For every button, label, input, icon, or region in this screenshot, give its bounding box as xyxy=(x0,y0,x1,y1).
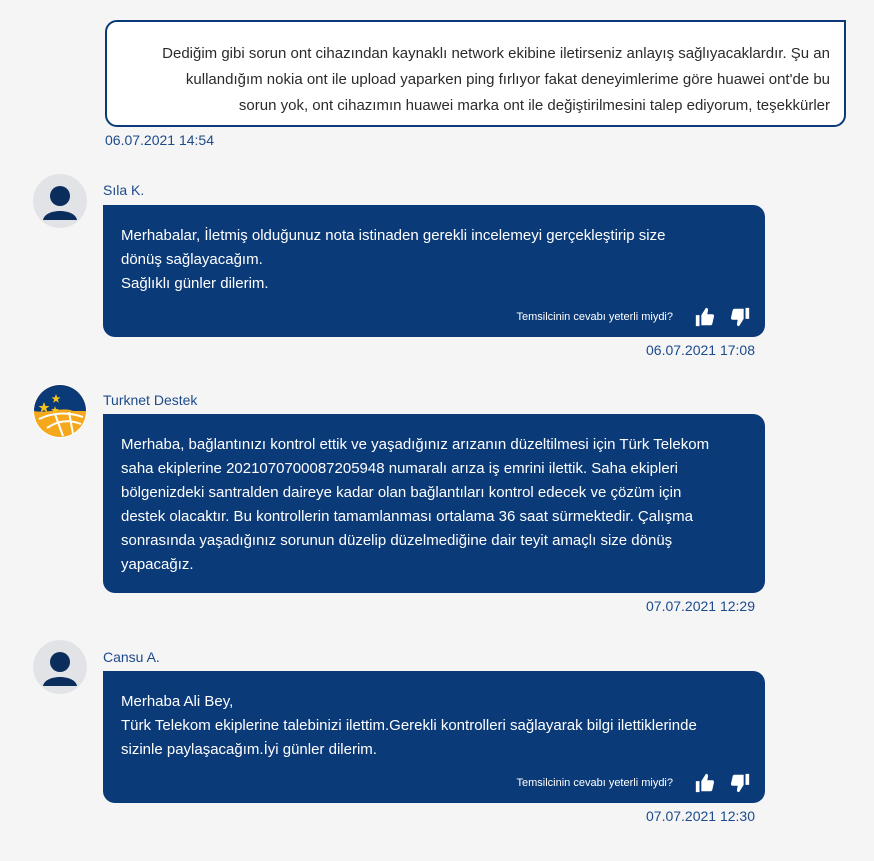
feedback-question: Temsilcinin cevabı yeterli miydi? xyxy=(516,311,673,323)
agent-reply-bubble xyxy=(103,671,765,803)
reply-timestamp: 07.07.2021 12:29 xyxy=(646,598,755,614)
reply-line: Sağlıklı günler dilerim. xyxy=(121,275,269,292)
reply-timestamp: 07.07.2021 12:30 xyxy=(646,808,755,824)
agent-name: Sıla K. xyxy=(103,182,145,198)
customer-message-line: sorun yok, ont cihazımın huawei marka ont ile değiştirilmesini talep ediyorum, teşekkürler xyxy=(238,97,830,114)
bot-avatar xyxy=(33,384,87,438)
reply-line: Merhabalar, İletmiş olduğunuz nota istinaden gerekli incelemeyi gerçekleştirip size xyxy=(121,227,666,244)
reply-line: Türk Telekom ekiplerine talebinizi ilettim.Gerekli kontrolleri sağlayarak bilgi ilettiklerinde xyxy=(121,717,697,734)
reply-timestamp: 06.07.2021 17:08 xyxy=(646,342,755,358)
agent-name: Turknet Destek xyxy=(103,392,198,408)
dislike-button[interactable] xyxy=(729,772,751,794)
customer-message-timestamp: 06.07.2021 14:54 xyxy=(105,132,214,148)
agent-reply-bubble xyxy=(103,414,765,593)
dislike-button[interactable] xyxy=(729,306,751,328)
turknet-logo-icon xyxy=(33,384,87,438)
like-button[interactable] xyxy=(694,306,716,328)
reply-line: Merhaba, bağlantınızı kontrol ettik ve yaşadığınız arızanın düzeltilmesi için Türk Telekom xyxy=(121,436,710,453)
customer-message-line: kullandığım nokia ont ile upload yaparken ping fırlıyor fakat deneyimlerime göre huawei ont'de bu xyxy=(185,71,830,88)
reply-line: sizinle paylaşacağım.İyi günler dilerim. xyxy=(121,741,377,758)
thumbs-down-icon xyxy=(729,306,751,328)
like-button[interactable] xyxy=(694,772,716,794)
customer-message-line: Dediğim gibi sorun ont cihazından kaynaklı network ekibine iletirseniz anlayış sağlıyacaklardır. Şu an xyxy=(162,45,830,62)
agent-name: Cansu A. xyxy=(103,649,160,665)
thumbs-up-icon xyxy=(694,306,716,328)
agent-avatar xyxy=(33,640,87,694)
user-silhouette-icon xyxy=(33,640,87,694)
reply-line: yapacağız. xyxy=(121,556,194,573)
customer-message-bubble xyxy=(105,20,846,127)
reply-line: sonrasında yaşadığınız sorunun düzelip düzelmediğine dair teyit amaçlı size dönüş xyxy=(121,532,673,549)
reply-line: bölgenizdeki santralden daireye kadar olan bağlantıları kontrol edecek ve çözüm için xyxy=(121,484,682,501)
agent-reply-bubble xyxy=(103,205,765,337)
agent-avatar xyxy=(33,174,87,228)
thumbs-down-icon xyxy=(729,772,751,794)
feedback-bar xyxy=(517,305,752,329)
user-silhouette-icon xyxy=(33,174,87,228)
reply-line: saha ekiplerine 2021070700087205948 numaralı arıza iş emrini ilettik. Saha ekipleri xyxy=(121,460,679,477)
reply-line: dönüş sağlayacağım. xyxy=(121,251,263,268)
thumbs-up-icon xyxy=(694,772,716,794)
reply-line: destek olacaktır. Bu kontrollerin tamamlanması ortalama 36 saat sürmektedir. Çalışma xyxy=(121,508,693,525)
feedback-question: Temsilcinin cevabı yeterli miydi? xyxy=(516,777,673,789)
feedback-bar xyxy=(517,771,752,795)
reply-line: Merhaba Ali Bey, xyxy=(121,693,234,710)
